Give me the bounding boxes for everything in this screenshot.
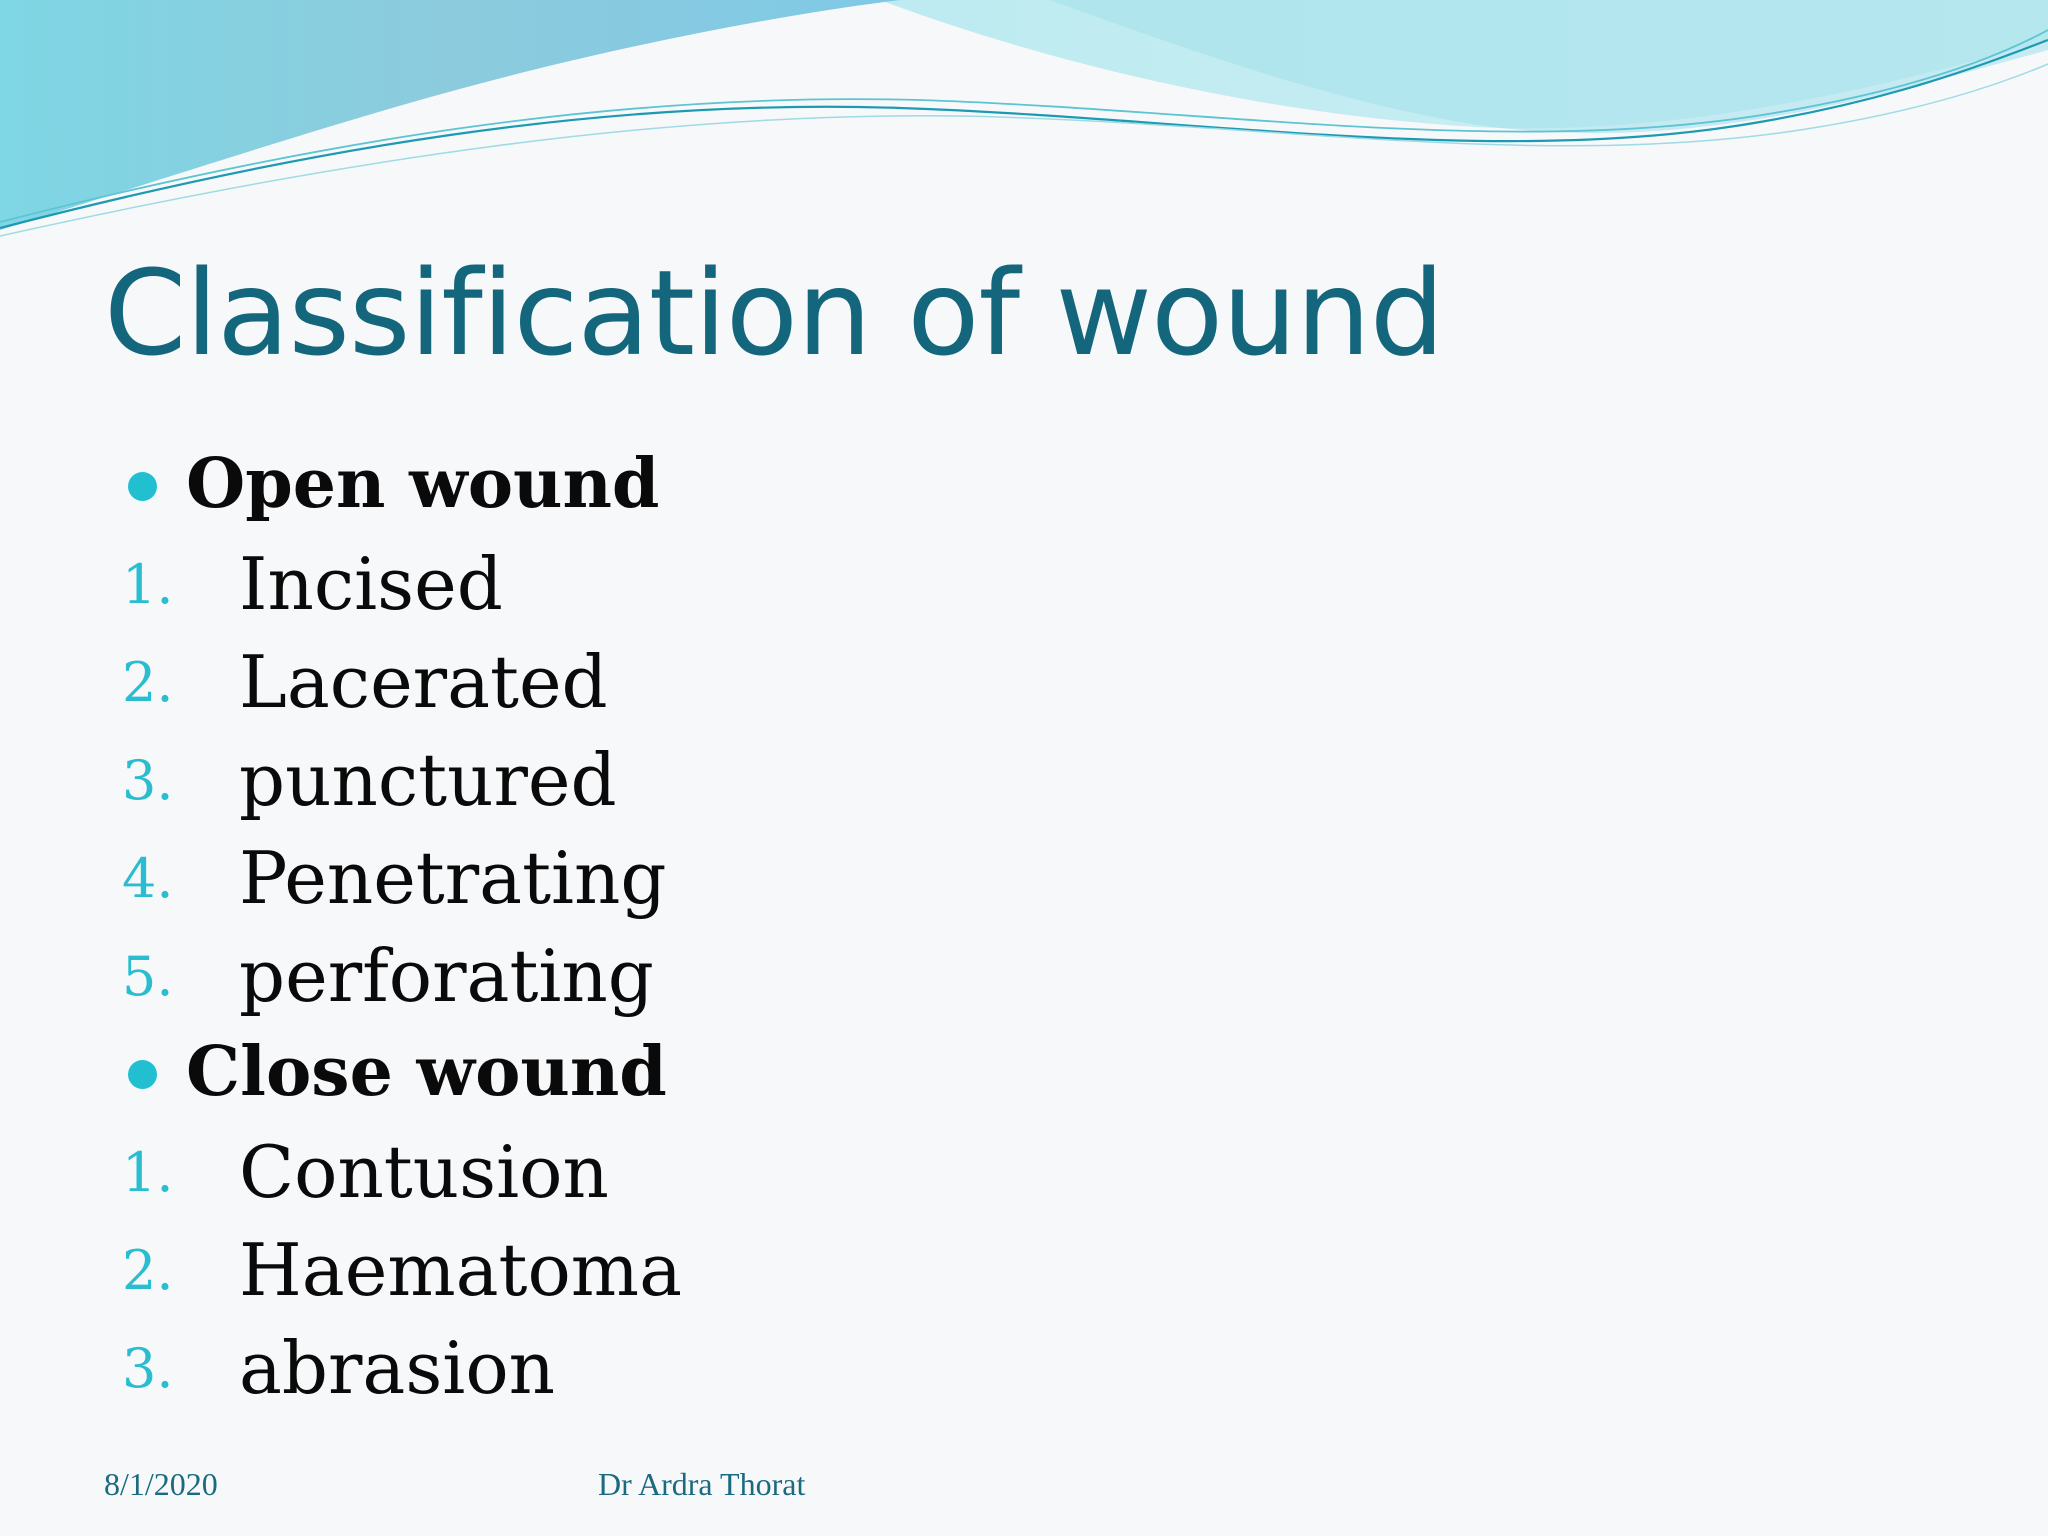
list-number: 5. [122,945,174,1008]
section-heading-label: Open wound [186,444,660,524]
list-item-text: Incised [239,542,503,626]
list-item-text: Contusion [239,1130,609,1214]
list-number: 2. [122,651,174,714]
list-number: 3. [122,1337,174,1400]
list-item-text: Lacerated [239,640,608,724]
list-number: 1. [122,553,174,616]
list-item [0,926,2048,1024]
slide-title: Classification of wound [104,244,1444,382]
bullet-icon [128,472,157,501]
section-heading-close-wound [0,1024,2048,1122]
list-number: 3. [122,749,174,812]
list-item [0,534,2048,632]
section-heading-label: Close wound [186,1032,667,1112]
slide-content [0,436,2048,1416]
list-item-text: Haematoma [239,1228,683,1312]
list-number: 1. [122,1141,174,1204]
list-item-text: punctured [239,738,617,822]
list-item [0,1318,2048,1416]
list-item [0,730,2048,828]
wave-header-decoration [0,0,2048,240]
section-heading-open-wound [0,436,2048,534]
list-item [0,1122,2048,1220]
bullet-icon [128,1060,157,1089]
list-number: 2. [122,1239,174,1302]
list-item [0,1220,2048,1318]
list-item-text: abrasion [239,1326,556,1410]
footer-author: Dr Ardra Thorat [598,1466,806,1502]
list-number: 4. [122,847,174,910]
footer-date: 8/1/2020 [104,1466,218,1502]
list-item [0,632,2048,730]
list-item-text: Penetrating [239,836,667,920]
list-item [0,828,2048,926]
list-item-text: perforating [239,934,654,1018]
